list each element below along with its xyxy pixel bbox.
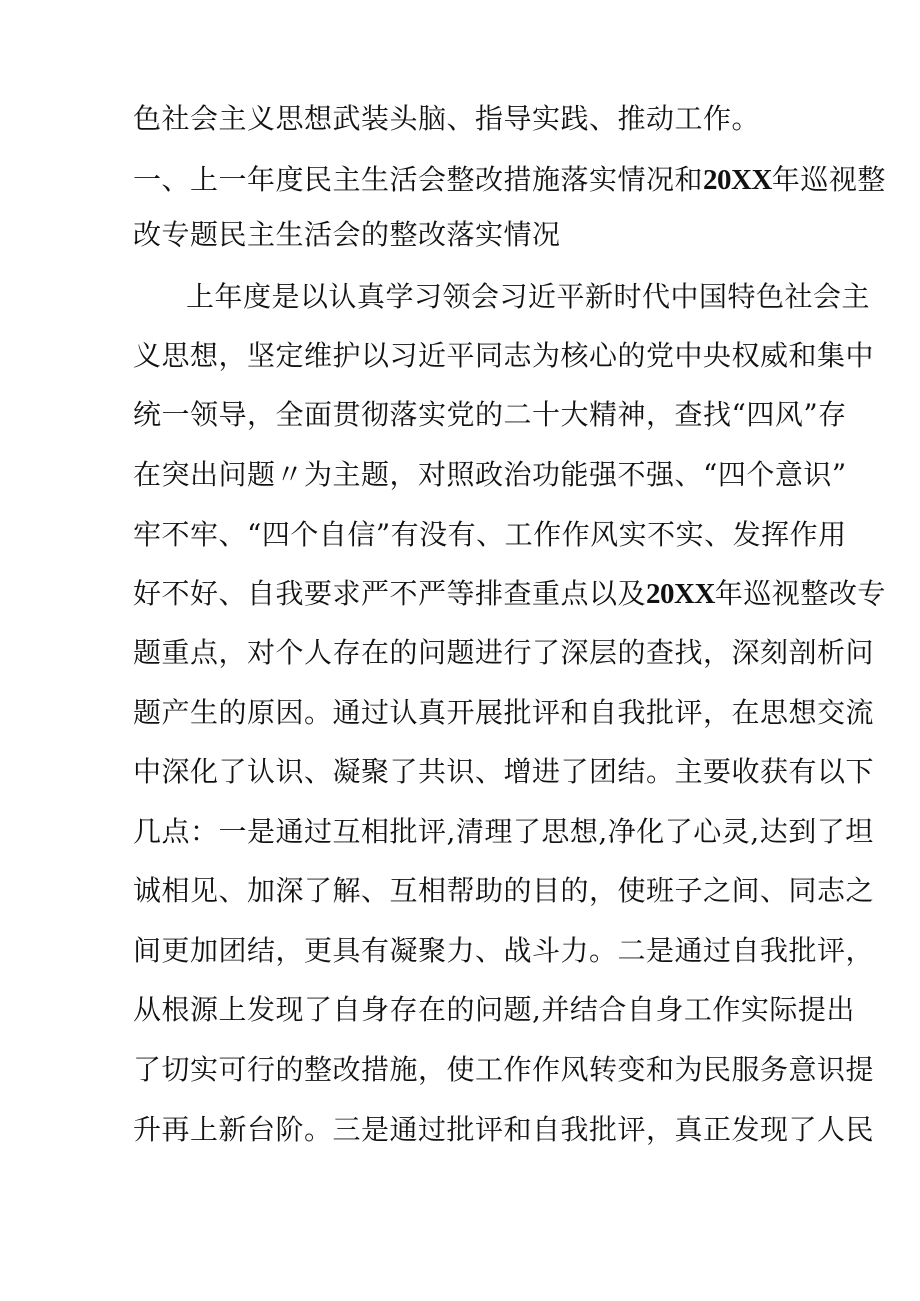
paragraph-line: 色社会主义思想武装头脑、指导实践、推动工作。 bbox=[133, 102, 761, 135]
paragraph-line: 诚相见、加深了解、互相帮助的目的，使班子之间、同志之 bbox=[133, 874, 875, 907]
paragraph-text: 好不好、自我要求严不严等排查重点以及 bbox=[133, 577, 647, 610]
paragraph-line: 统一领导，全面贯彻落实党的二十大精神，查找“四风”存 bbox=[133, 398, 847, 431]
heading-text: 年巡视整 bbox=[771, 163, 886, 196]
paragraph-line: 题产生的原因。通过认真开展批评和自我批评，在思想交流 bbox=[133, 696, 875, 729]
paragraph-text: 年巡视整改专 bbox=[714, 577, 886, 610]
paragraph-line: 在突出问题〃为主题，对照政治功能强不强、“四个意识” bbox=[133, 458, 847, 491]
paragraph-line bbox=[133, 577, 886, 611]
section-heading-line: 改专题民主生活会的整改落实情况 bbox=[133, 218, 561, 251]
paragraph-line: 了切实可行的整改措施，使工作作风转变和为民服务意识提 bbox=[133, 1053, 875, 1086]
paragraph-line: 上年度是以认真学习领会习近平新时代中国特色社会主 bbox=[186, 280, 871, 313]
year-placeholder: 20XX bbox=[646, 578, 715, 610]
paragraph-line: 题重点，对个人存在的问题进行了深层的查找，深刻剖析问 bbox=[133, 636, 875, 669]
section-heading-line bbox=[133, 163, 886, 197]
heading-text: 一、上一年度民主生活会整改措施落实情况和 bbox=[133, 163, 704, 196]
paragraph-line: 义思想，坚定维护以习近平同志为核心的党中央权威和集中 bbox=[133, 339, 875, 372]
paragraph-line: 几点：一是通过互相批评,清理了思想,净化了心灵,达到了坦 bbox=[133, 815, 874, 848]
paragraph-line: 中深化了认识、凝聚了共识、增进了团结。主要收获有以下 bbox=[133, 755, 875, 788]
paragraph-line: 升再上新台阶。三是通过批评和自我批评，真正发现了人民 bbox=[133, 1113, 875, 1146]
paragraph-line: 间更加团结，更具有凝聚力、战斗力。二是通过自我批评， bbox=[133, 934, 875, 967]
paragraph-line: 牢不牢、“四个自信”有没有、工作作风实不实、发挥作用 bbox=[133, 518, 847, 551]
paragraph-line: 从根源上发现了自身存在的问题,并结合自身工作实际提出 bbox=[133, 993, 855, 1026]
year-placeholder: 20XX bbox=[703, 164, 772, 196]
